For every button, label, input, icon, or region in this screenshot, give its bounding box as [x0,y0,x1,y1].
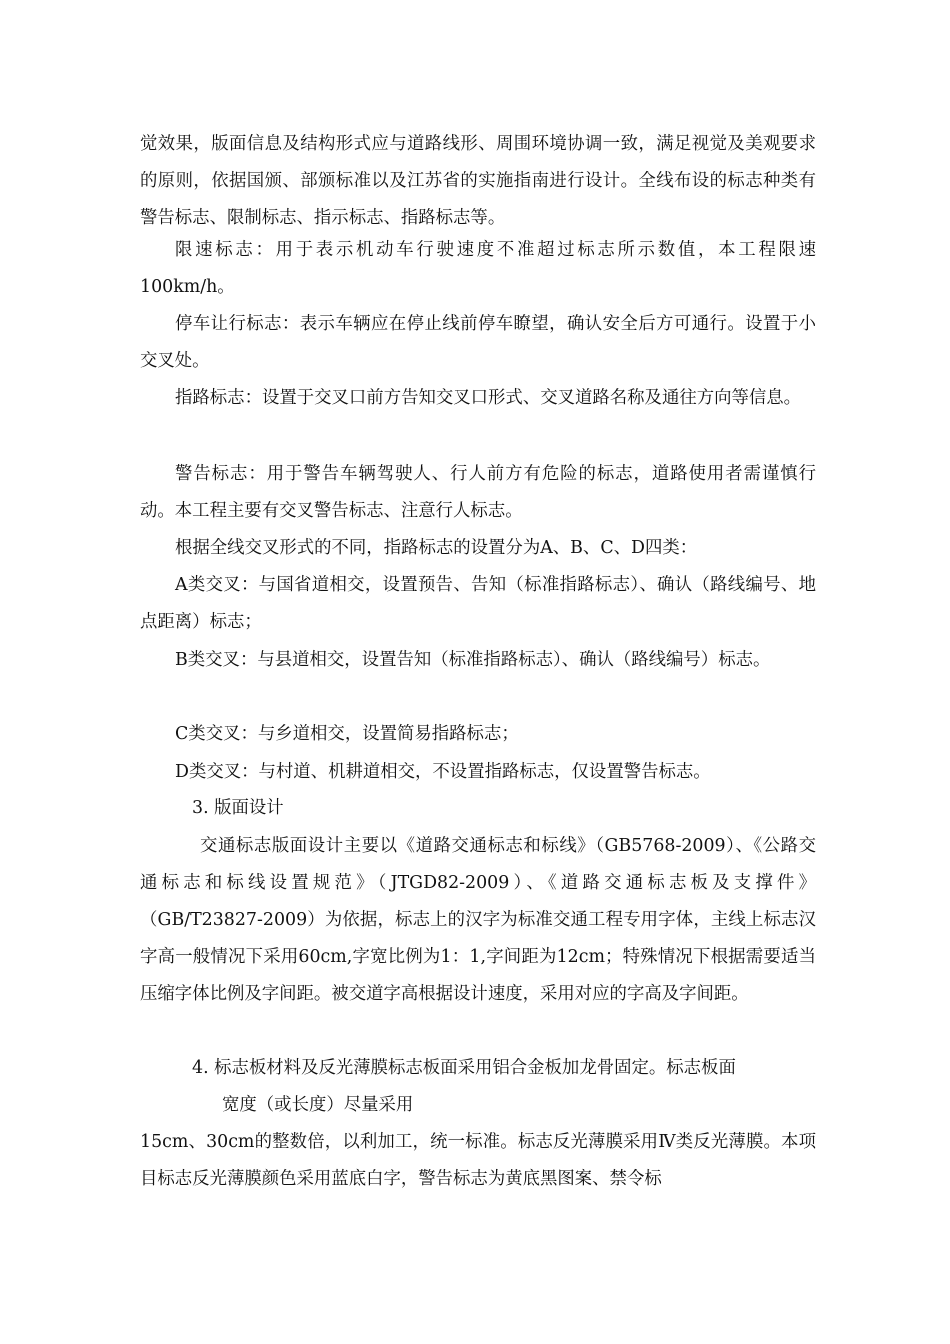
section-heading-materials: 4. 标志板材料及反光薄膜标志板面采用铝合金板加龙骨固定。标志板面 [192,1058,736,1078]
section-heading-materials-continued: 宽度（或长度）尽量采用 [222,1095,414,1115]
paragraph-intro: 觉效果，版面信息及结构形式应与道路线形、周围环境协调一致，满足视觉及美观要求的原则，依据国颁、部颁标准以及江苏省的实施指南进行设计。全线布设的标志种类有警告标志、限制标志、指示标志、指路标志等。 [140,134,816,228]
paragraph-intersection-categories: 根据全线交叉形式的不同，指路标志的设置分为A、B、C、D四类： [175,538,698,558]
paragraph-stop-yield-sign: 停车让行标志：表示车辆应在停止线前停车瞭望，确认安全后方可通行。设置于小交叉处。 [140,314,816,371]
section-heading-layout-design: 3. 版面设计 [192,798,284,818]
paragraph-type-c: C类交叉：与乡道相交，设置简易指路标志； [175,724,519,744]
paragraph-type-a: A类交叉：与国省道相交，设置预告、告知（标准指路标志）、确认（路线编号、地点距离）标志； [140,575,816,632]
paragraph-guide-sign: 指路标志：设置于交叉口前方告知交叉口形式、交叉道路名称及通往方向等信息。 [175,388,802,408]
paragraph-warning-sign: 警告标志：用于警告车辆驾驶人、行人前方有危险的标志，道路使用者需谨慎行动。本工程主要有交叉警告标志、注意行人标志。 [140,464,816,521]
paragraph-type-b: B类交叉：与县道相交，设置告知（标准指路标志）、确认（路线编号）标志。 [175,650,771,670]
paragraph-materials: 15cm、30cm的整数倍，以利加工，统一标准。标志反光薄膜采用Ⅳ类反光薄膜。本项目标志反光薄膜颜色采用蓝底白字，警告标志为黄底黑图案、禁令标 [140,1132,816,1189]
paragraph-speed-limit-sign: 限速标志：用于表示机动车行驶速度不准超过标志所示数值，本工程限速100km/h。 [140,240,816,297]
paragraph-type-d: D类交叉：与村道、机耕道相交，不设置指路标志，仅设置警告标志。 [175,762,711,782]
paragraph-layout-design: 交通标志版面设计主要以《道路交通标志和标线》（GB5768-2009）、《公路交通标志和标线设置规范》（JTGD82-2009）、《道路交通标志板及支撑件》（GB/T23827-2009）为依据，标志上的汉字为标准交通工程专用字体，主线上标志汉字高一般情况下采用60cm,字宽比例为1：1,字间距为12cm；特殊情况下根据需要适当压缩字体比例及字间距。被交道字高根据设计速度，采用对应的字高及字间距。 [140,836,816,1004]
